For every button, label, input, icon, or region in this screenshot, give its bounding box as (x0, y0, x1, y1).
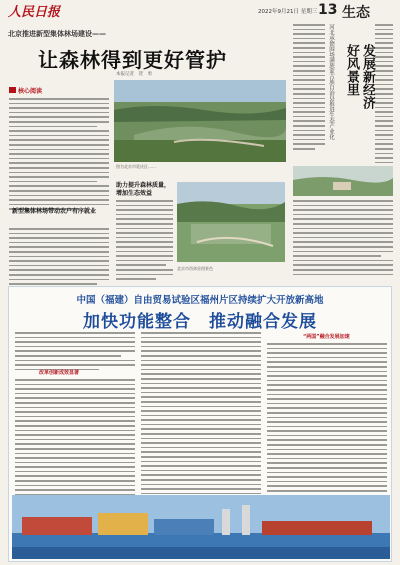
ad-body-1 (15, 332, 135, 373)
ad-slogan: 加快功能整合 推动融合发展 (83, 312, 317, 332)
subhead-1: 新型集体林场带动农户有序就业 (12, 208, 97, 215)
right-body-2 (293, 200, 393, 278)
newspaper-logo: 人民日报 (8, 5, 61, 20)
lead-marker-icon (9, 87, 16, 93)
ad-body-2 (15, 379, 135, 503)
right-headline-line1: 好风景里 (344, 44, 359, 96)
right-article-deck: 河北承德围场满族蒙古族自治县推进生态产业化 (328, 24, 334, 140)
ad-title: 中国（福建）自由贸易试验区福州片区持续扩大开放新高地 (76, 295, 324, 306)
ad-body-4 (267, 343, 387, 508)
advertisement (8, 286, 392, 562)
small-photo-caption: 北京市西郊首图景色 (177, 266, 213, 271)
right-body-3 (375, 24, 393, 171)
landscape-photo (177, 182, 285, 262)
publication-date: 2022年9月21日 星期三 (258, 9, 318, 15)
lead-text (9, 98, 109, 149)
subhead-2: 助力提升森林质量，增加生态效益 (116, 182, 171, 197)
middle-body (116, 200, 173, 283)
page-number: 13 (318, 2, 338, 18)
photo-caption: 图为北京市延庆区…… (116, 164, 156, 169)
lead-label: 核心阅读 (18, 88, 43, 95)
section-title: 生态 (342, 5, 370, 21)
ad-body-3 (141, 332, 261, 511)
left-body-1 (9, 144, 109, 213)
left-body-2 (9, 228, 109, 292)
town-photo (293, 166, 393, 196)
forest-photo (114, 80, 286, 162)
article-headline: 让森林得到更好管护 (38, 48, 227, 72)
ad-subhead-2: “两国”融合发展加速 (303, 334, 350, 340)
ad-subhead-1: 改革创新成效显著 (39, 370, 80, 376)
article-byline: 本报记者 贺 勇 (116, 72, 152, 77)
article-kicker: 北京推进新型集体林场建设—— (8, 30, 106, 38)
right-body-1 (293, 24, 325, 153)
port-photo (12, 495, 390, 559)
right-headline-line2: 发展新经济 (360, 44, 375, 109)
